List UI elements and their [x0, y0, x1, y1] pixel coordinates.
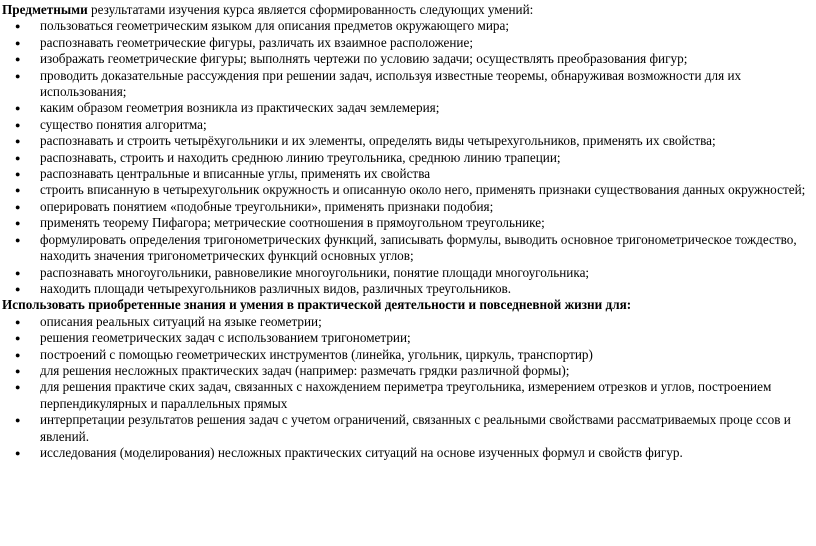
bullet-icon: ● — [15, 201, 21, 212]
bullet-icon: ● — [15, 54, 21, 65]
list-item-text: построений с помощью геометрических инструментов (линейка, угольник, циркуль, транспортир) — [40, 346, 593, 362]
list-item-text: оперировать понятием «подобные треугольники», применять признаки подобия; — [40, 198, 494, 214]
list-item — [2, 445, 816, 461]
list-item — [2, 363, 816, 379]
list-item — [2, 281, 816, 297]
bullet-icon: ● — [15, 234, 21, 245]
bullet-icon: ● — [15, 119, 21, 130]
list-item — [2, 35, 816, 51]
list-item — [2, 215, 816, 231]
bullet-icon: ● — [15, 218, 21, 229]
list-item-text: для решения несложных практических задач (например: размечать грядки различной формы); — [40, 362, 570, 378]
bullet-icon: ● — [15, 37, 21, 48]
bullet-icon: ● — [15, 333, 21, 344]
list-item-text: для решения практиче ских задач, связанных с нахождением периметра треугольника, измерением отрезков и углов, построением перпендикулярных и параллельных прямых — [40, 379, 772, 411]
list-item-text: распознавать геометрические фигуры, различать их взаимное расположение; — [40, 34, 474, 50]
section1-heading — [2, 2, 816, 18]
list-item — [2, 199, 816, 215]
list-item — [2, 412, 816, 445]
bullet-icon: ● — [15, 365, 21, 376]
bullet-icon: ● — [15, 349, 21, 360]
list-item — [2, 379, 816, 412]
list-item — [2, 166, 816, 182]
list-item-text: каким образом геометрия возникла из практических задач землемерия; — [40, 100, 440, 116]
list-item-text: пользоваться геометрическим языком для описания предметов окружающего мира; — [40, 18, 509, 34]
list-item-text: находить площади четырехугольников различных видов, различных треугольников. — [40, 280, 512, 296]
list-item-text: изображать геометрические фигуры; выполнять чертежи по условию задачи; осуществлять преобразования фигур; — [40, 51, 688, 67]
section1-heading-bold: Предметными — [2, 2, 88, 17]
section2-heading: Использовать приобретенные знания и умения в практической деятельности и повседневной жизни для: — [2, 297, 632, 313]
list-item-text: строить вписанную в четырехугольник окружность и описанную около него, применять признаки существования данных окружностей; — [40, 182, 806, 198]
bullet-icon: ● — [15, 136, 21, 147]
bullet-icon: ● — [15, 21, 21, 32]
bullet-icon: ● — [15, 169, 21, 180]
bullet-icon: ● — [15, 415, 21, 426]
list-item-text: распознавать центральные и вписанные углы, применять их свойства — [40, 166, 431, 182]
list-item — [2, 347, 816, 363]
list-item — [2, 232, 816, 265]
list-item — [2, 330, 816, 346]
list-item — [2, 68, 816, 101]
list-item-text: исследования (моделирования) несложных практических ситуаций на основе изученных формул и свойств фигур. — [40, 444, 683, 460]
list-item-text: распознавать и строить четырёхугольники и их элементы, определять виды четырехугольников, применять их свойства; — [40, 133, 716, 149]
list-item — [2, 117, 816, 133]
list-item — [2, 314, 816, 330]
bullet-icon: ● — [15, 70, 21, 81]
bullet-icon: ● — [15, 447, 21, 458]
bullet-icon: ● — [15, 152, 21, 163]
list-item-text: интерпретации результатов решения задач с учетом ограничений, связанных с реальными свойствами рассматриваемых проце ссов и явлений. — [40, 412, 791, 444]
bullet-icon: ● — [15, 103, 21, 114]
list-item-text: описания реальных ситуаций на языке геометрии; — [40, 313, 322, 329]
list-item — [2, 265, 816, 281]
section2-list — [2, 314, 816, 462]
list-item-text: формулировать определения тригонометрических функций, записывать формулы, выводить основное тригонометрическое тождество, находить значения тригонометрических функций основных углов; — [40, 231, 797, 264]
bullet-icon: ● — [15, 185, 21, 196]
list-item-text: распознавать, строить и находить среднюю линию треугольника, среднюю линию трапеции; — [40, 149, 561, 165]
bullet-icon: ● — [15, 316, 21, 327]
list-item-text: проводить доказательные рассуждения при решении задач, используя известные теоремы, обнаруживая возможности для их использования; — [40, 67, 742, 100]
list-item — [2, 100, 816, 116]
list-item — [2, 18, 816, 34]
list-item — [2, 182, 816, 198]
list-item — [2, 51, 816, 67]
list-item-text: существо понятия алгоритма; — [40, 116, 207, 132]
bullet-icon: ● — [15, 283, 21, 294]
list-item — [2, 150, 816, 166]
bullet-icon: ● — [15, 267, 21, 278]
list-item-text: распознавать многоугольники, равновеликие многоугольники, понятие площади многоугольника; — [40, 264, 590, 280]
list-item-text: применять теорему Пифагора; метрические соотношения в прямоугольном треугольнике; — [40, 215, 545, 231]
bullet-icon: ● — [15, 382, 21, 393]
list-item-text: решения геометрических задач с использованием тригонометрии; — [40, 330, 411, 346]
section1-list — [2, 18, 816, 297]
section1-heading-rest: результатами изучения курса является сформированность следующих умений: — [87, 2, 534, 17]
list-item — [2, 133, 816, 149]
